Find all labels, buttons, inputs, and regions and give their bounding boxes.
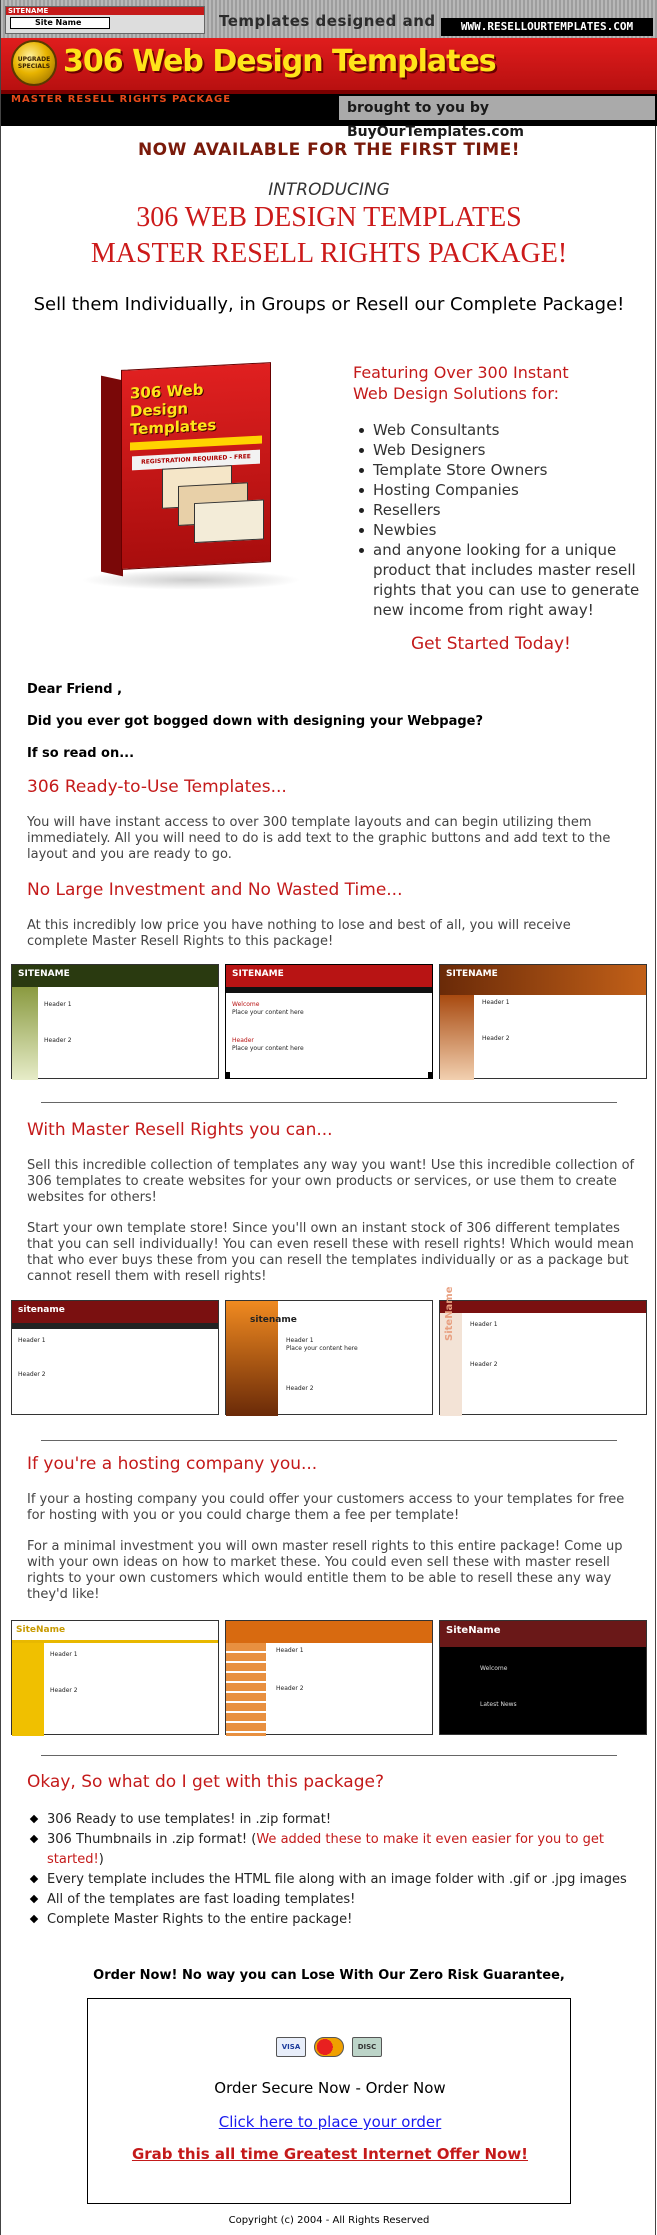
now-available-heading: NOW AVAILABLE FOR THE FIRST TIME! [137,140,521,160]
list-item: Hosting Companies [357,480,647,500]
thumb-header-2: Header 2 [50,1687,78,1694]
template-thumbnail[interactable] [11,1620,219,1735]
header-subtitle: MASTER RESELL RIGHTS PACKAGE [11,94,232,105]
thumb-content: Place your content here [286,1345,358,1352]
invest-paragraph: At this incredibly low price you have nothing to lose and best of all, you will receive complete Master Resell Rights to this package! [27,918,571,949]
template-thumbnail[interactable] [439,1286,647,1415]
list-item [27,1890,627,1910]
mini-sitename-bar: SITENAME [6,7,204,15]
question-1: Did you ever got bogged down with designing your Webpage? [27,714,484,729]
box-registration: REGISTRATION REQUIRED - FREE [132,450,260,471]
box-side [101,376,123,577]
order-secure-text: Order Secure Now - Order Now [214,2079,446,2097]
list-item-close: ) [98,1852,104,1867]
template-thumbnail[interactable] [225,1300,433,1415]
thumb-header-1: Header 1 [44,1001,72,1008]
thumb-header-1: Header 1 [276,1647,304,1654]
thumb-sidebar [440,995,474,1080]
grab-offer-link[interactable]: Grab this all time Greatest Internet Offer Now! [131,2145,529,2163]
thumb-sidebar [12,1643,44,1736]
list-item: Template Store Owners [357,460,647,480]
header-designed-text: Templates designed and [219,12,436,30]
ready-heading: 306 Ready-to-Use Templates... [27,777,287,797]
order-box [87,1998,571,2204]
copyright: Copyright (c) 2004 - All Rights Reserved [228,2215,430,2226]
hosting-paragraph-1: If your a hosting company you could offer your customers access to your templates for free for hosting with you or you could charge them a fee per template! [27,1492,625,1523]
header-banner [1,0,657,140]
template-thumbnail[interactable] [439,964,647,1079]
thumb-sidebar [12,987,38,1080]
box-stripe [130,436,262,451]
thumb-header-1: Header 1 [470,1321,498,1328]
master-paragraph-2: Start your own template store! Since you'll own an instant stock of 306 different templates that you can sell individually! You can even resell these with resell rights! Which would mean that who ever buys these from you can resell the templates individually or as a package but cannot resell them with resell rights! [27,1221,634,1284]
mini-site-name: Site Name [10,17,110,29]
thumb-sitename: SiteName [446,1625,501,1636]
box-screenshot [194,499,264,543]
list-item [27,1910,627,1930]
header-title: 306 Web Design Templates [63,44,496,79]
hosting-heading: If you're a hosting company you... [27,1454,318,1474]
thumb-content: Place your content here [232,1009,304,1016]
thumb-header-2: Header 2 [286,1385,314,1392]
get-started-text: Get Started Today! [411,634,571,654]
get-heading: Okay, So what do I get with this package? [27,1772,384,1792]
list-item: Newbies [357,520,647,540]
thumb-header-2: Header 2 [44,1037,72,1044]
box-front [121,362,271,570]
thumb-header-1: Header 1 [482,999,510,1006]
thumb-header-2: Header 2 [276,1685,304,1692]
template-thumbnail[interactable] [225,1620,433,1735]
divider [41,1755,617,1756]
sell-tagline: Sell them Individually, in Groups or Resell our Complete Package! [33,294,625,315]
payment-cards [276,2037,386,2059]
header-brought-by[interactable]: brought to you by BuyOurTemplates.com [339,96,655,120]
list-item: Web Consultants [357,420,647,440]
template-thumbnail[interactable] [439,1620,647,1735]
list-item-text: 306 Ready to use templates! in .zip format! [47,1812,332,1827]
thumb-sitename: sitename [250,1315,297,1325]
list-item-text: Every template includes the HTML file along with an image folder with .gif or .jpg images [47,1872,627,1887]
list-item: Web Designers [357,440,647,460]
headline-line-1: 306 WEB DESIGN TEMPLATES [136,202,522,233]
upgrade-badge-icon [11,40,57,86]
thumb-sitename: SiteName [16,1625,66,1635]
template-thumbnail[interactable] [11,1300,219,1415]
header-url[interactable]: WWW.RESELLOURTEMPLATES.COM [441,18,653,36]
divider [41,1440,617,1441]
thumb-header-2: Header 2 [470,1361,498,1368]
feature-heading-line-1: Featuring Over 300 Instant [353,363,569,382]
thumb-header-1: Header 1 [18,1337,46,1344]
master-heading: With Master Resell Rights you can... [27,1120,333,1140]
box-title: 306 Web Design Templates [130,380,217,439]
place-order-link[interactable]: Click here to place your order [218,2113,442,2131]
introducing-text: INTRODUCING [268,180,390,200]
divider [41,1102,617,1103]
headline-line-2: MASTER RESELL RIGHTS PACKAGE! [90,238,568,269]
list-item-text: All of the templates are fast loading templates! [47,1892,356,1907]
template-thumbnail[interactable] [225,964,433,1079]
thumb-header-2: Header 2 [482,1035,510,1042]
thumb-header: Header [232,1037,254,1044]
thumb-nav [12,1323,218,1329]
list-item-text: 306 Thumbnails in .zip format! ( [47,1832,257,1847]
feature-heading [353,362,569,404]
list-item [27,1810,627,1830]
thumb-frame [226,1072,432,1078]
product-box-image [51,356,311,596]
thumb-header-2: Header 2 [18,1371,46,1378]
list-item-highlight: We added these to make it even easier for you to get started! [47,1832,604,1867]
thumb-welcome: Welcome [232,1001,260,1008]
discover-icon: DISC [352,2037,382,2057]
list-item [27,1870,627,1890]
list-item: Resellers [357,500,647,520]
package-contents-list [27,1810,627,1930]
thumb-sitename: sitename [18,1305,65,1315]
thumb-sitename: SITENAME [446,969,498,979]
question-2: If so read on... [27,746,135,761]
header-mini-template [5,6,205,34]
template-thumbnail[interactable] [11,964,219,1079]
thumb-news: Latest News [480,1701,517,1708]
thumb-header-1: Header 1 [50,1651,78,1658]
thumb-header-1: Header 1 [286,1337,314,1344]
visa-icon: VISA [276,2037,306,2057]
list-item: and anyone looking for a unique product that includes master resell rights that you can use to generate new income from right away! [357,540,647,620]
dear-friend: Dear Friend , [27,682,123,697]
audience-list [357,420,647,620]
thumb-header [440,1301,646,1313]
ready-paragraph: You will have instant access to over 300 template layouts and can begin utilizing them immediately. All you will need to do is add text to the graphic buttons and add text to the layout and you are ready to go. [27,815,611,862]
hosting-paragraph-2: For a minimal investment you will own master resell rights to this entire package! Come up with your own ideas on how to market these. You could even sell these with master resell rights to your own customers which would entitle them to be able to resell these any way they'd like! [27,1539,623,1602]
thumb-nav [226,987,432,993]
list-item [27,1830,627,1870]
master-paragraph-1: Sell this incredible collection of templates any way you want! Use this incredible collection of 306 templates to create websites for your own products or services, or use them to create websites for others! [27,1158,635,1205]
thumb-welcome: Welcome [480,1665,508,1672]
badge-text: UPGRADE SPECIALS [17,56,51,70]
list-item-text: Complete Master Rights to the entire package! [47,1912,353,1927]
thumb-header [226,1621,432,1643]
invest-heading: No Large Investment and No Wasted Time... [27,880,403,900]
feature-heading-line-2: Web Design Solutions for: [353,384,560,403]
thumb-sitename: SITENAME [232,969,284,979]
thumb-sitename: SITENAME [18,969,70,979]
thumb-sidebar [226,1643,266,1736]
thumb-sitename: SiteName [444,1286,455,1341]
mastercard-icon [314,2037,344,2057]
guarantee-text: Order Now! No way you can Lose With Our Zero Risk Guarantee, [93,1968,565,1983]
thumb-content: Place your content here [232,1045,304,1052]
